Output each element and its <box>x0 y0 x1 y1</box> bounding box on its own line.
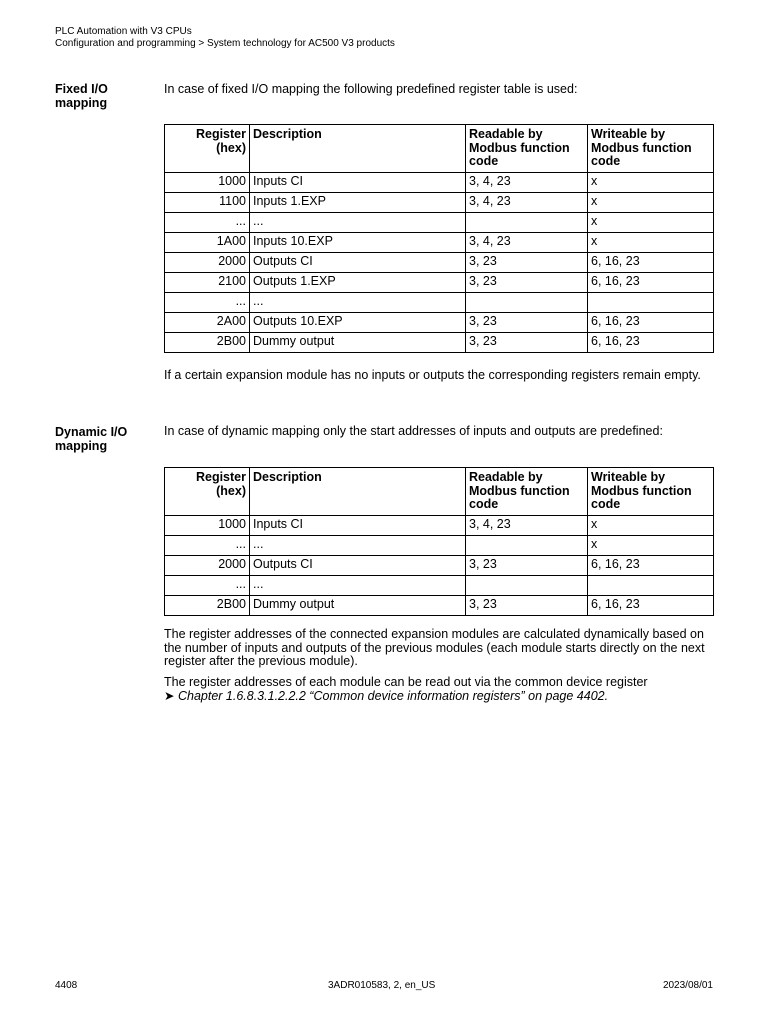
cross-reference-arrow-icon: ➤ <box>164 688 175 703</box>
table-row: 2B00 Dummy output 3, 23 6, 16, 23 <box>165 595 714 615</box>
chapter-cross-reference-link[interactable]: Chapter 1.6.8.3.1.2.2.2 “Common device information registers” on page 4402. <box>177 688 609 703</box>
table-row: 2000 Outputs CI 3, 23 6, 16, 23 <box>165 252 714 272</box>
dynamic-io-explanation: The register addresses of the connected expansion modules are calculated dynamically based on the number of inputs and outputs of the previous modules (each module starts directly on the next register after the previous module). <box>164 627 705 668</box>
running-header <box>55 26 395 50</box>
table-row: 1100 Inputs 1.EXP 3, 4, 23 x <box>165 192 714 212</box>
fixed-io-side-label: Fixed I/O mapping <box>55 82 108 110</box>
col-register: Register (hex) <box>165 468 250 516</box>
fixed-io-note: If a certain expansion module has no inputs or outputs the corresponding registers remain empty. <box>164 368 701 382</box>
table-row: 1A00 Inputs 10.EXP 3, 4, 23 x <box>165 232 714 252</box>
document-date: 2023/08/01 <box>662 980 713 991</box>
page-number: 4408 <box>55 980 78 991</box>
col-readable: Readable by Modbus function code <box>466 125 588 173</box>
dynamic-io-side-label: Dynamic I/O mapping <box>55 425 128 453</box>
col-writeable: Writeable by Modbus function code <box>588 125 714 173</box>
document-id: 3ADR010583, 2, en_US <box>328 980 436 991</box>
table-header-row <box>165 468 714 516</box>
table-row: 1000 Inputs CI 3, 4, 23 x <box>165 515 714 535</box>
table-row: 1000 Inputs CI 3, 4, 23 x <box>165 172 714 192</box>
dynamic-io-reference: The register addresses of each module can be read out via the common device register ➤ Chapter 1.6.8.3.1.2.2.2 “Common device information registers” on page 4402. <box>164 675 648 703</box>
table-row: ... ... <box>165 292 714 312</box>
col-readable: Readable by Modbus function code <box>466 468 588 516</box>
table-row: 2A00 Outputs 10.EXP 3, 23 6, 16, 23 <box>165 312 714 332</box>
table-header-row <box>165 125 714 173</box>
fixed-io-intro: In case of fixed I/O mapping the following predefined register table is used: <box>164 82 578 96</box>
header-title: PLC Automation with V3 CPUs <box>55 26 192 37</box>
header-breadcrumb: Configuration and programming > System technology for AC500 V3 products <box>55 38 395 49</box>
col-writeable: Writeable by Modbus function code <box>588 468 714 516</box>
table-row: ... ... <box>165 575 714 595</box>
table-row: 2100 Outputs 1.EXP 3, 23 6, 16, 23 <box>165 272 714 292</box>
table-row: 2000 Outputs CI 3, 23 6, 16, 23 <box>165 555 714 575</box>
table-row: 2B00 Dummy output 3, 23 6, 16, 23 <box>165 332 714 352</box>
col-register: Register (hex) <box>165 125 250 173</box>
table-row: ... ... x <box>165 212 714 232</box>
col-description: Description <box>250 125 466 173</box>
col-description: Description <box>250 468 466 516</box>
dynamic-io-register-table <box>164 467 714 616</box>
table-row: ... ... x <box>165 535 714 555</box>
dynamic-io-intro: In case of dynamic mapping only the start addresses of inputs and outputs are predefined: <box>164 424 663 438</box>
fixed-io-register-table <box>164 124 714 353</box>
